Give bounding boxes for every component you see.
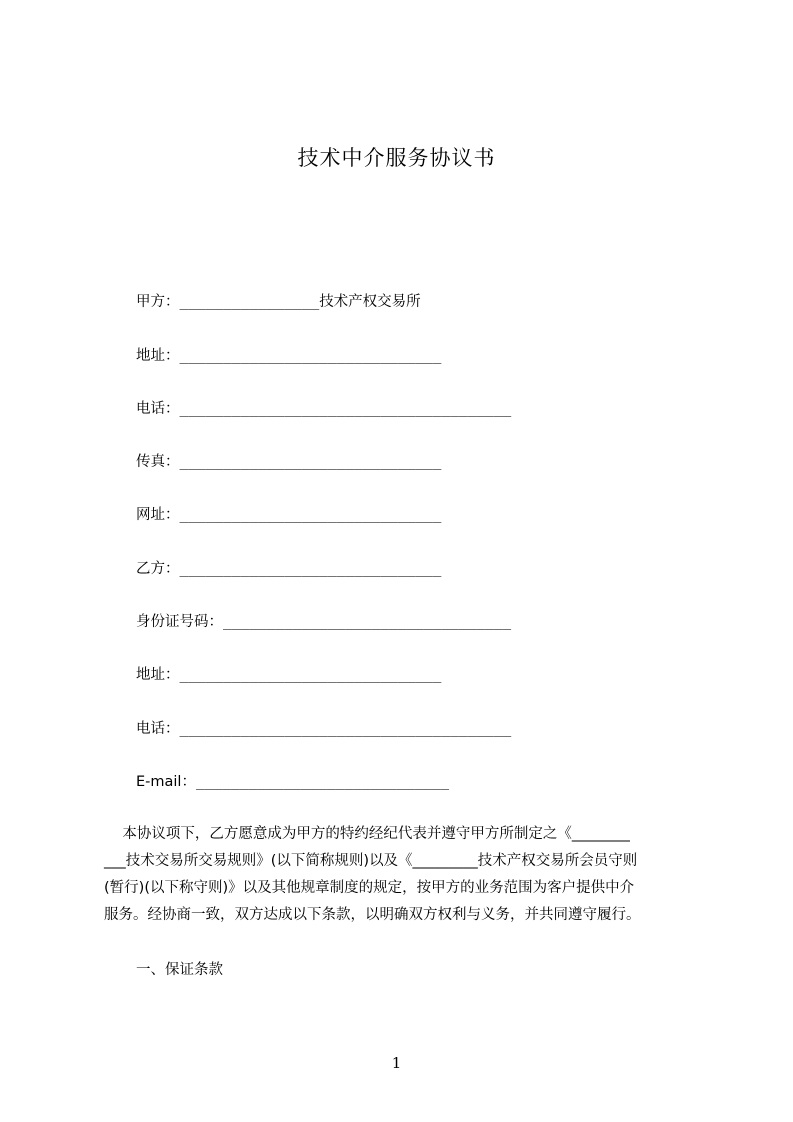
paragraph-line: ___技术交易所交易规则》(以下简称规则)以及《_________技术产权交易所会员守则 — [104, 853, 638, 869]
field-blank: ______________________________ — [179, 667, 442, 683]
field-label: 电话： — [136, 401, 180, 417]
party-b-address-field — [136, 665, 441, 685]
field-suffix: 技术产权交易所 — [319, 294, 421, 310]
party-b-phone-field — [136, 719, 511, 739]
field-label: 地址： — [136, 667, 180, 683]
field-label: 甲方： — [136, 294, 180, 310]
document-title: 技术中介服务协议书 — [297, 146, 496, 170]
party-a-website-field — [136, 505, 441, 525]
field-blank: ______________________________ — [179, 561, 442, 577]
field-blank: _________________________________ — [223, 614, 512, 630]
field-label: 身份证号码： — [136, 614, 223, 630]
field-label: E-mail： — [136, 774, 196, 790]
page-number: 1 — [391, 1054, 402, 1072]
paragraph-line: 服务。经协商一致，双方达成以下条款，以明确双方权利与义务，并共同遵守履行。 — [104, 907, 641, 923]
field-blank: ______________________________ — [179, 348, 442, 364]
field-label: 网址： — [136, 507, 180, 523]
party-b-id-field — [136, 612, 511, 632]
field-blank: ______________________________ — [179, 454, 442, 470]
party-b-field — [136, 559, 441, 579]
field-blank: ________________ — [179, 294, 320, 310]
field-label: 电话： — [136, 721, 180, 737]
party-a-phone-field — [136, 399, 511, 419]
paragraph-line: 本协议项下，乙方愿意成为甲方的特约经纪代表并遵守甲方所制定之《________ — [104, 826, 630, 842]
party-a-fax-field — [136, 452, 441, 472]
party-a-field — [136, 292, 421, 312]
section-heading: 一、保证条款 — [136, 962, 223, 978]
field-label: 传真： — [136, 454, 180, 470]
field-blank: _____________________________ — [195, 774, 450, 790]
field-blank: ______________________________________ — [179, 401, 512, 417]
field-label: 乙方： — [136, 561, 180, 577]
field-label: 地址： — [136, 348, 180, 364]
party-a-address-field — [136, 346, 441, 366]
field-blank: ______________________________________ — [179, 721, 512, 737]
party-b-email-field — [136, 772, 449, 792]
field-blank: ______________________________ — [179, 507, 442, 523]
paragraph-line: (暂行)(以下称守则)》以及其他规章制度的规定，按甲方的业务范围为客户提供中介 — [104, 880, 635, 896]
